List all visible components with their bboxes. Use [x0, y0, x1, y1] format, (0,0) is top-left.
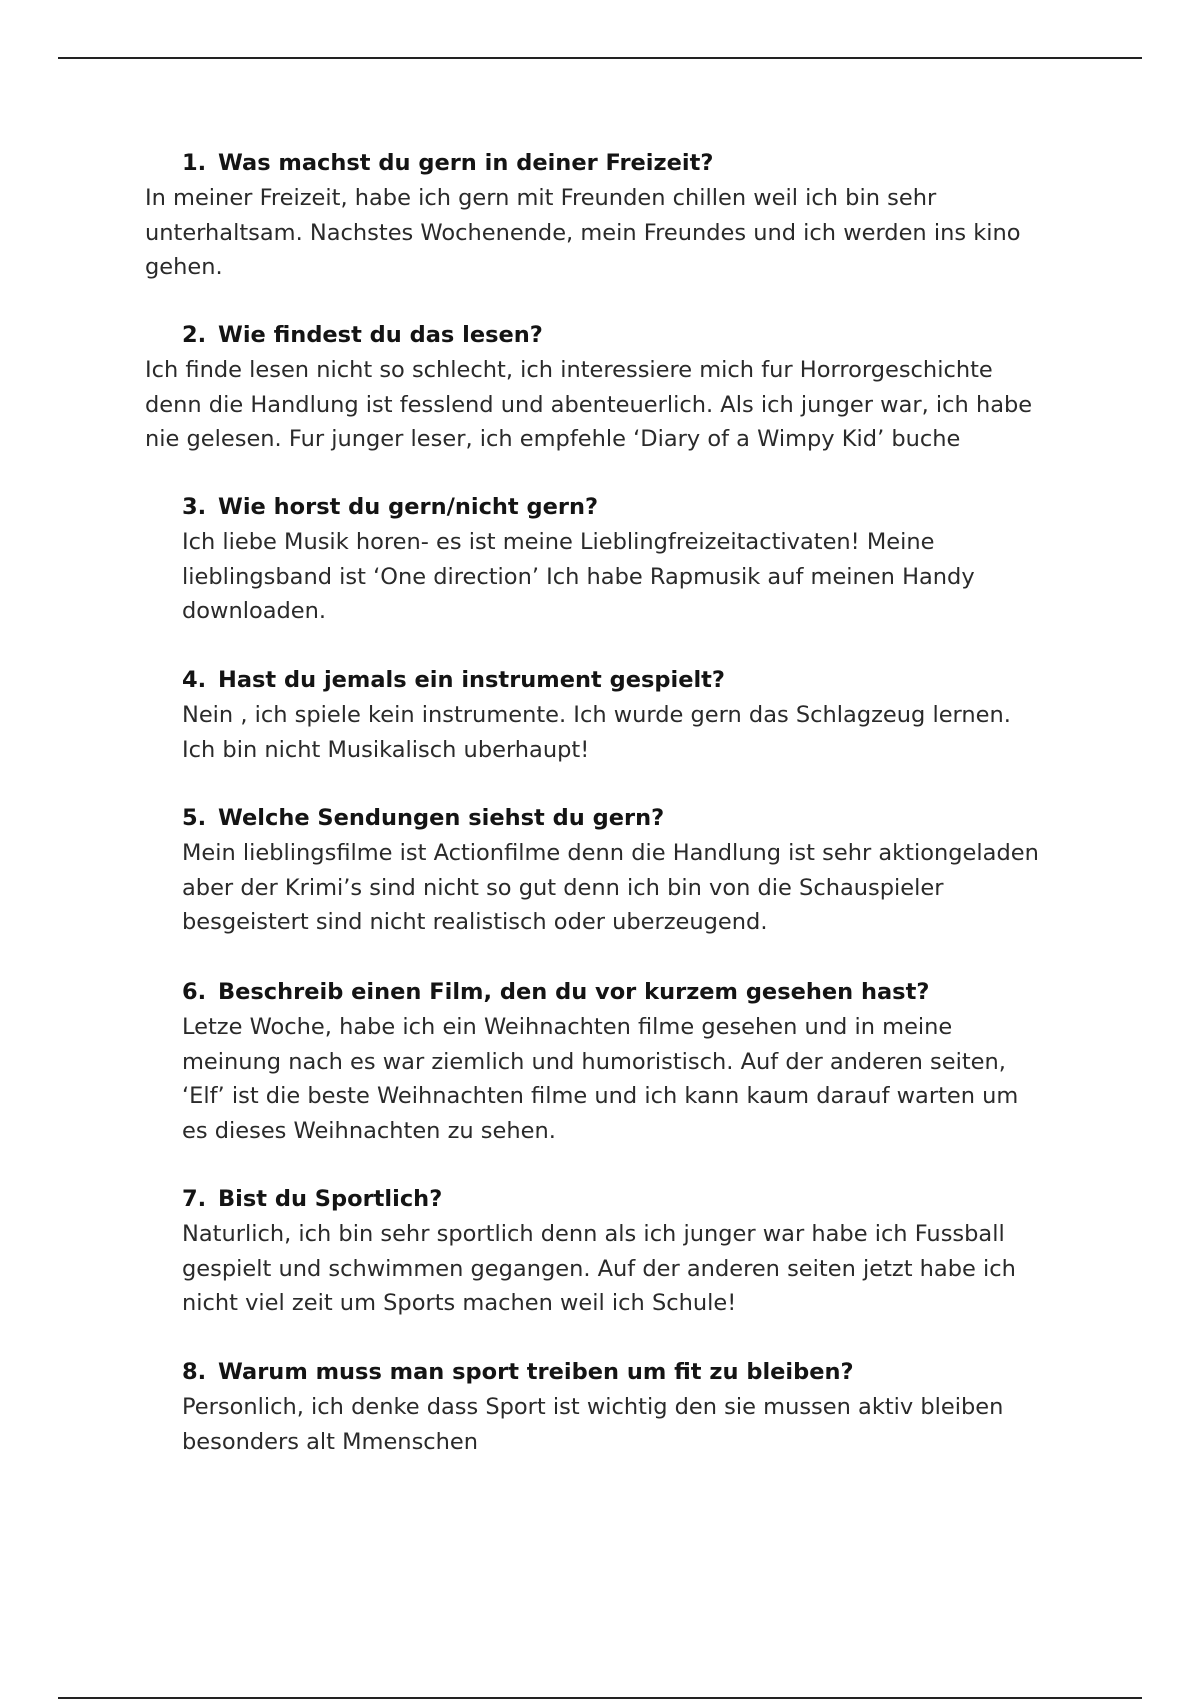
- answer-line: Personlich, ich denke dass Sport ist wichtig den sie mussen aktiv bleiben: [182, 1394, 1004, 1420]
- question-number: 3.: [182, 494, 207, 520]
- top-rule: [58, 57, 1142, 59]
- question-number: 8.: [182, 1359, 207, 1385]
- question-heading: [182, 318, 543, 352]
- answer-text: [182, 1010, 1082, 1148]
- answer-text: [182, 525, 1082, 629]
- answer-line: gespielt und schwimmen gegangen. Auf der anderen seiten jetzt habe ich: [182, 1255, 1016, 1282]
- answer-line: Nein , ich spiele kein instrumente. Ich wurde gern das Schlagzeug lernen.: [182, 702, 1011, 728]
- question-number: 5.: [182, 805, 207, 831]
- question-heading: [182, 1182, 442, 1216]
- answer-text: [145, 181, 1065, 285]
- answer-line: Ich finde lesen nicht so schlecht, ich interessiere mich fur Horrorgeschichte: [145, 357, 993, 383]
- question-heading: [182, 663, 725, 697]
- answer-text: [182, 836, 1082, 940]
- question-number: 6.: [182, 979, 207, 1005]
- answer-line: es dieses Weihnachten zu sehen.: [182, 1117, 556, 1144]
- question-heading: [182, 490, 598, 524]
- answer-line: gehen.: [145, 254, 223, 280]
- question-number: 2.: [182, 322, 207, 348]
- answer-line: Mein lieblingsfilme ist Actionfilme denn die Handlung ist sehr aktiongeladen: [182, 840, 1039, 866]
- answer-line: nie gelesen. Fur junger leser, ich empfehle ‘Diary of a Wimpy Kid’ buche: [145, 426, 961, 452]
- answer-text: [182, 1390, 1082, 1459]
- answer-text: [145, 353, 1065, 457]
- answer-line: Ich bin nicht Musikalisch uberhaupt!: [182, 736, 590, 763]
- question-number: 1.: [182, 150, 207, 176]
- question-title: Warum muss man sport treiben um fit zu bleiben?: [218, 1359, 854, 1385]
- answer-line: Naturlich, ich bin sehr sportlich denn als ich junger war habe ich Fussball: [182, 1221, 1005, 1247]
- bottom-rule: [58, 1697, 1142, 1699]
- question-title: Hast du jemals ein instrument gespielt?: [218, 667, 725, 693]
- answer-text: [182, 698, 1082, 767]
- question-heading: [182, 1355, 854, 1389]
- answer-line: aber der Krimi’s sind nicht so gut denn ich bin von die Schauspieler: [182, 874, 944, 901]
- question-title: Beschreib einen Film, den du vor kurzem gesehen hast?: [218, 979, 930, 1005]
- answer-line: denn die Handlung ist fesslend und abenteuerlich. Als ich junger war, ich habe: [145, 391, 1033, 418]
- answer-line: In meiner Freizeit, habe ich gern mit Freunden chillen weil ich bin sehr: [145, 185, 937, 211]
- question-title: Welche Sendungen siehst du gern?: [218, 805, 665, 831]
- answer-text: [182, 1217, 1082, 1321]
- answer-line: downloaden.: [182, 598, 327, 624]
- answer-line: Ich liebe Musik horen- es ist meine Lieblingfreizeitactivaten! Meine: [182, 529, 935, 555]
- answer-line: nicht viel zeit um Sports machen weil ich Schule!: [182, 1290, 737, 1316]
- question-heading: [182, 975, 929, 1009]
- answer-line: unterhaltsam. Nachstes Wochenende, mein Freundes und ich werden ins kino: [145, 219, 1021, 246]
- question-heading: [182, 801, 664, 835]
- answer-line: Letze Woche, habe ich ein Weihnachten filme gesehen und in meine: [182, 1014, 953, 1040]
- question-title: Wie findest du das lesen?: [218, 322, 543, 348]
- question-title: Bist du Sportlich?: [218, 1186, 443, 1212]
- question-number: 7.: [182, 1186, 207, 1212]
- answer-line: meinung nach es war ziemlich und humoristisch. Auf der anderen seiten,: [182, 1048, 1006, 1075]
- question-title: Wie horst du gern/nicht gern?: [218, 494, 599, 520]
- question-title: Was machst du gern in deiner Freizeit?: [218, 150, 714, 176]
- answer-line: besonders alt Mmenschen: [182, 1428, 479, 1455]
- question-number: 4.: [182, 667, 207, 693]
- answer-line: ‘Elf’ ist die beste Weihnachten filme und ich kann kaum darauf warten um: [182, 1083, 1019, 1109]
- answer-line: lieblingsband ist ‘One direction’ Ich habe Rapmusik auf meinen Handy: [182, 563, 975, 590]
- question-heading: [182, 146, 713, 180]
- answer-line: besgeistert sind nicht realistisch oder uberzeugend.: [182, 909, 768, 935]
